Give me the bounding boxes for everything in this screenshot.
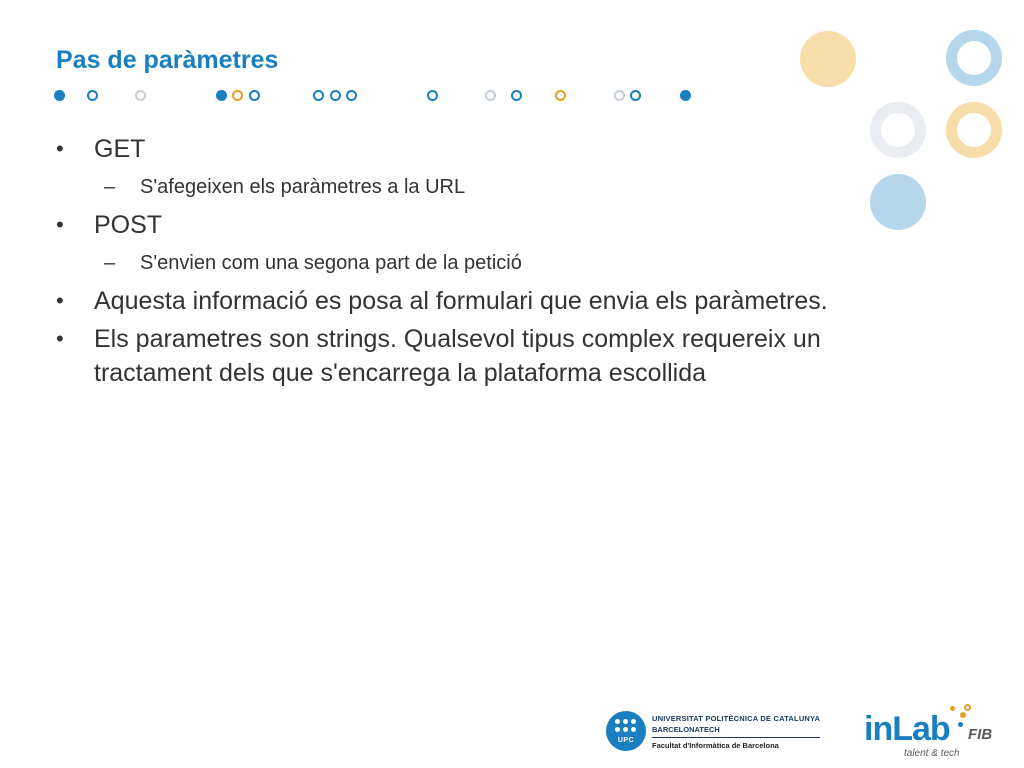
ring-icon [87,90,98,101]
upc-university-name: UNIVERSITAT POLITÈCNICA DE CATALUNYA [652,714,821,723]
dot-icon [216,90,227,101]
ring-icon [232,90,243,101]
inlab-dot-icon [950,706,955,711]
decorative-ring-icon [946,102,1002,158]
ring-icon [249,90,260,101]
dash-icon: – [104,176,116,198]
bullet-icon: • [56,288,64,313]
bullet-icon: • [56,136,64,161]
bullet-icon: • [56,326,64,351]
inlab-dot-icon [960,712,966,718]
ring-icon [313,90,324,101]
ring-icon [555,90,566,101]
upc-divider [652,737,820,738]
upc-barcelonatech: BARCELONATECH [652,725,720,734]
bullet-text: GET [94,135,146,163]
ring-icon [135,90,146,101]
upc-logo [606,711,821,751]
inlab-ring-icon [964,704,971,711]
dot-icon [54,90,65,101]
ring-icon [614,90,625,101]
inlab-logo [864,704,1014,760]
inlab-dot-icon [958,722,963,727]
bullet-item [56,322,856,390]
sub-bullet-text: S'envien com una segona part de la petició [140,252,522,274]
ring-icon [485,90,496,101]
ring-icon [346,90,357,101]
decorative-circle-icon [800,31,856,87]
bullet-text: Els parametres son strings. Qualsevol tipus complex requereix un tractament dels que s'encarrega la plataforma escollida [94,325,821,387]
upc-faculty-name: Facultat d'Informàtica de Barcelona [652,741,779,750]
slide-title: Pas de paràmetres [56,46,279,74]
dot-icon [680,90,691,101]
decorative-dot-row [0,0,720,110]
bullet-text: POST [94,211,163,239]
sub-bullet-text: S'afegeixen els paràmetres a la URL [140,176,466,198]
sub-bullet-item [56,172,856,202]
upc-mark-icon [606,711,646,751]
decorative-ring-icon [870,102,926,158]
dash-icon: – [104,252,116,274]
bullet-item [56,132,856,166]
ring-icon [511,90,522,101]
ring-icon [330,90,341,101]
ring-icon [630,90,641,101]
ring-icon [427,90,438,101]
bullet-icon: • [56,212,64,237]
decorative-circle-icon [870,174,926,230]
inlab-tagline: talent & tech [904,748,960,759]
decorative-ring-icon [946,30,1002,86]
upc-mark-text: UPC [617,737,635,744]
inlab-fib: FIB [968,726,993,743]
inlab-wordmark: inLab [864,710,950,748]
bullet-item [56,208,856,242]
sub-bullet-item [56,248,856,278]
slide-body [56,132,856,390]
bullet-text: Aquesta informació es posa al formulari que envia els paràmetres. [94,287,828,315]
bullet-item [56,284,856,318]
